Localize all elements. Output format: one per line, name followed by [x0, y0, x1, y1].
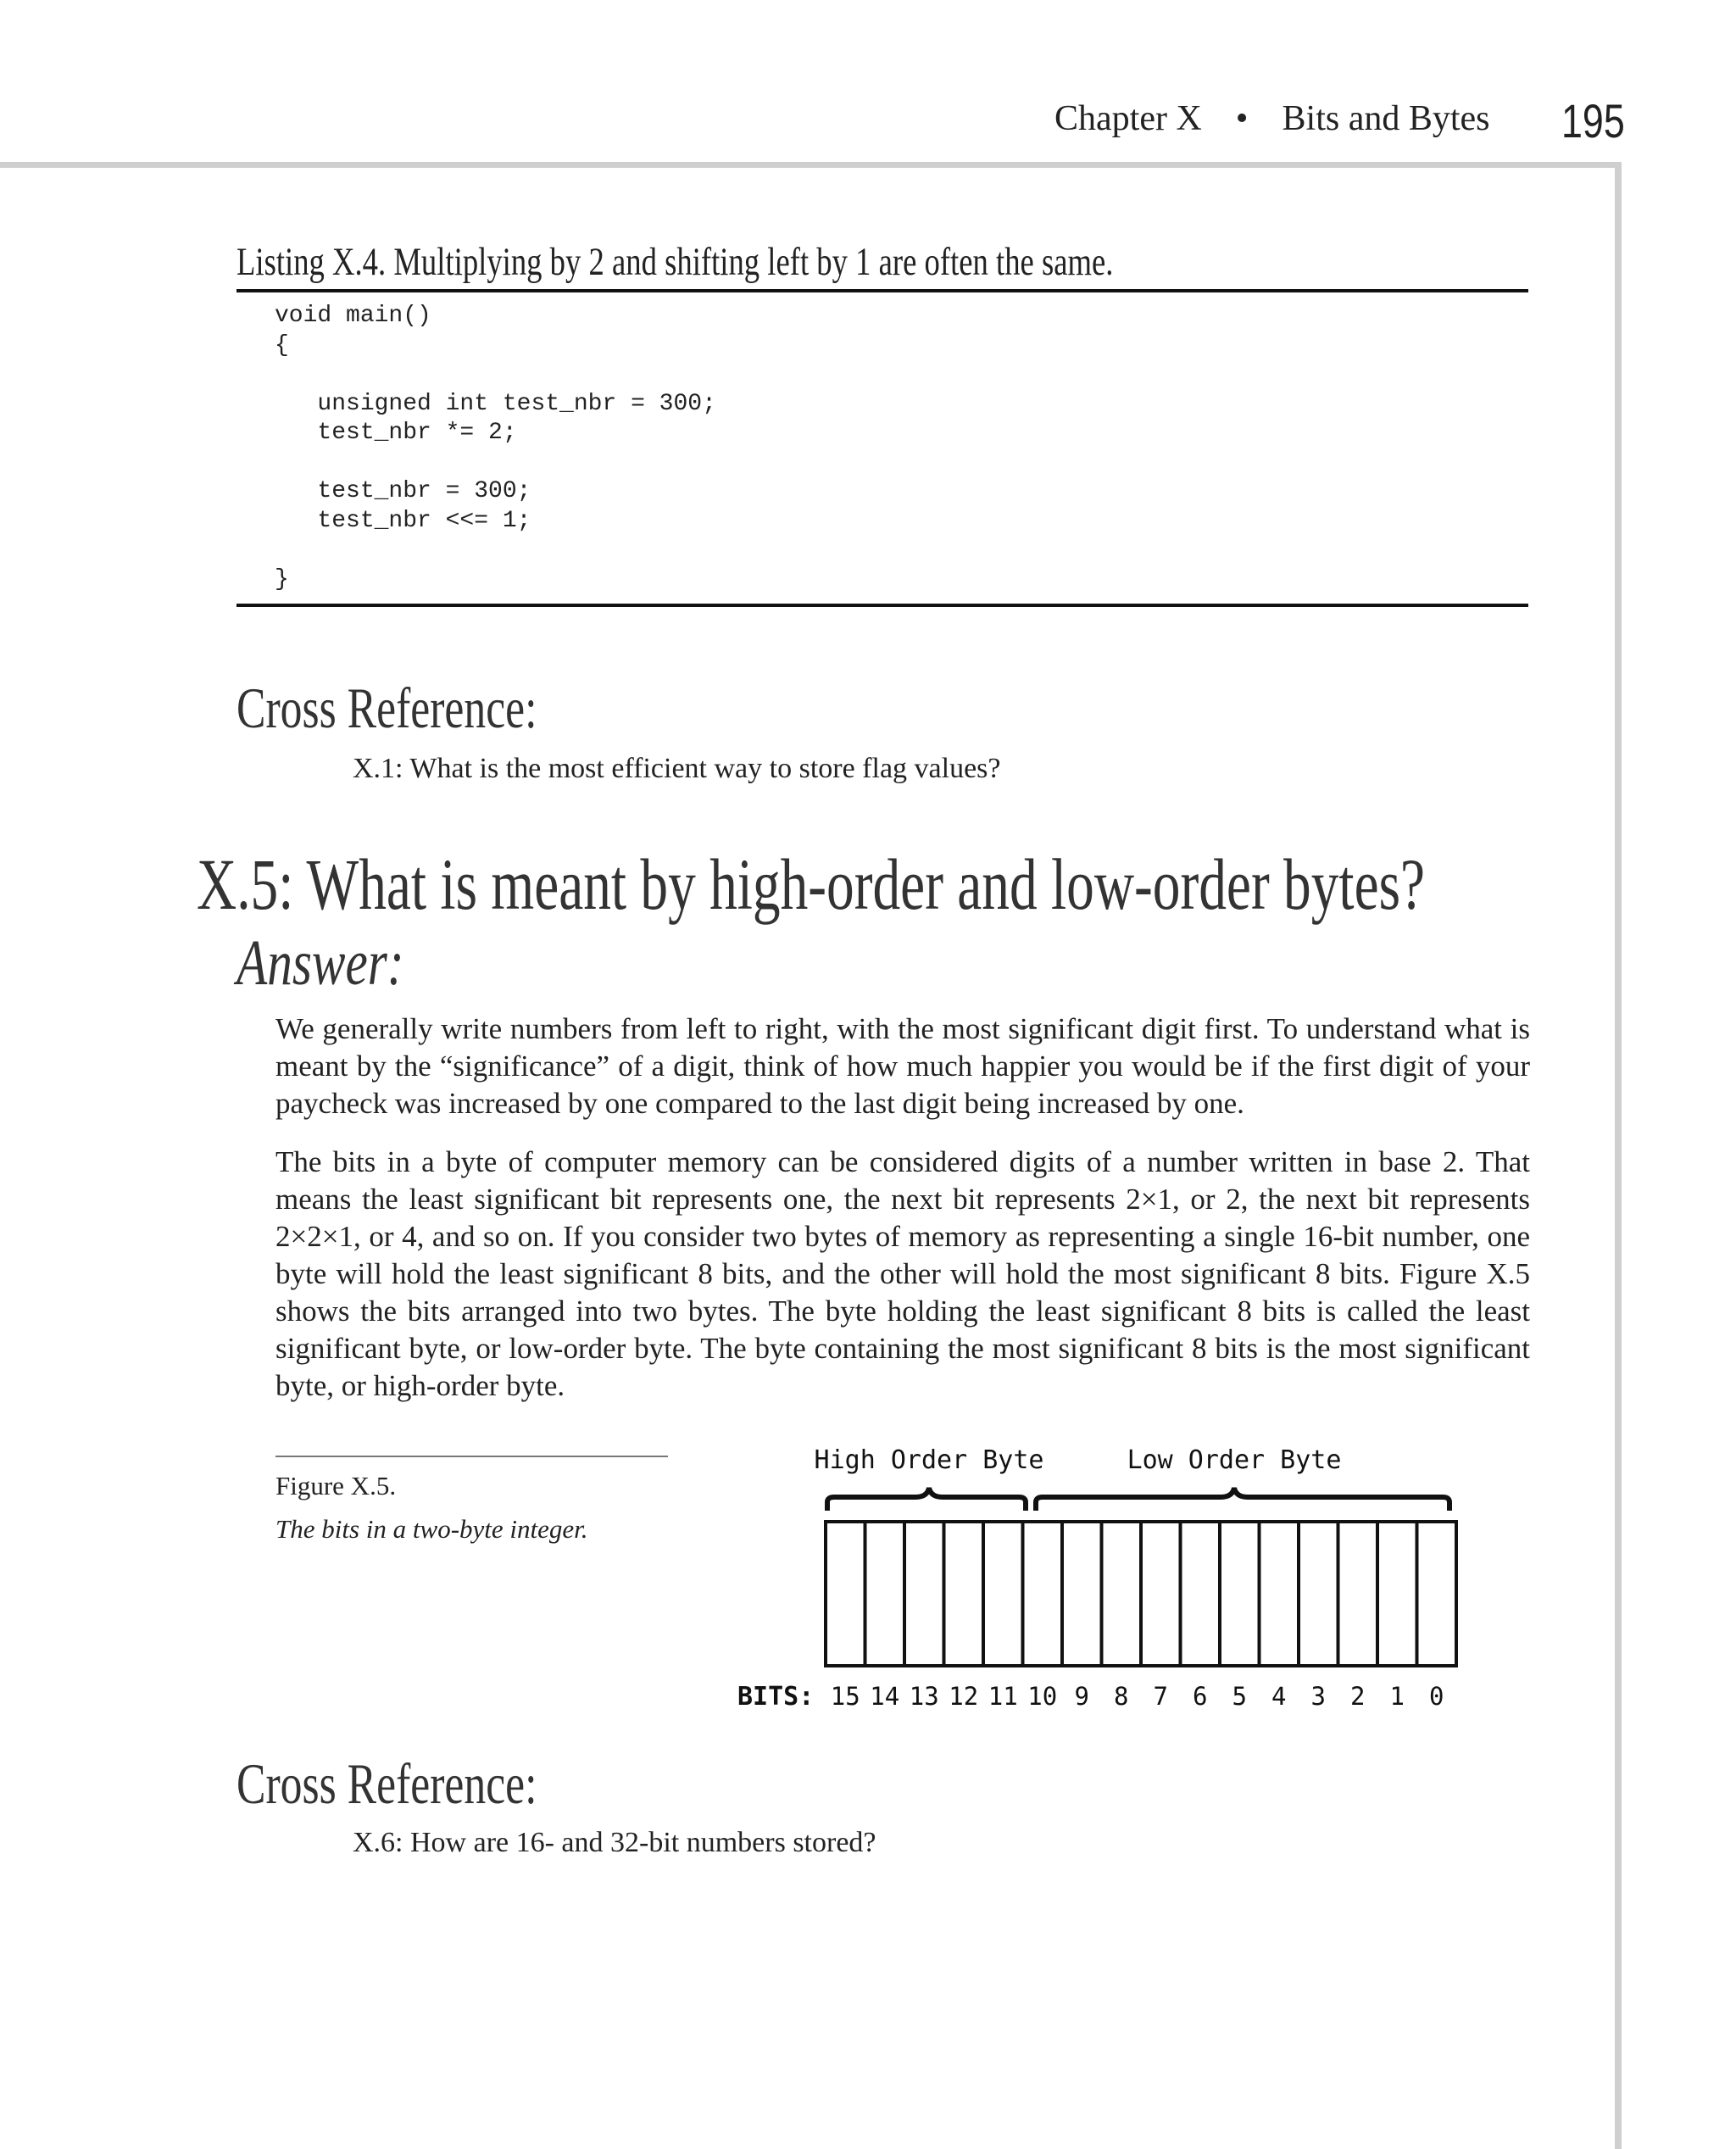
bit-number-label: 8: [1114, 1682, 1129, 1711]
bit-number-label: 14: [870, 1682, 900, 1711]
bit-number-label: 13: [909, 1682, 939, 1711]
body-paragraph: The bits in a byte of computer memory can be considered digits of a number written in base 2. That means the least significant bit represents one, the next bit represents 2×1, or 2, the next bit represents 2×2×1, or 4, and so on. If you consider two bytes of memory as representing a single 16-bit number, one byte will hold the least significant 8 bits, and the other will hold the most significant 8 bits. Figure X.5 shows the bits arranged into two bytes. The byte holding the least significant 8 bits is called the least significant byte, or low-order byte. The byte containing the most significant 8 bits is the most significant byte, or high-order byte.: [275, 1145, 1530, 1402]
bit-number-label: 9: [1074, 1682, 1089, 1711]
page-frame-top: [0, 162, 1621, 168]
figure-label: Figure X.5.: [275, 1471, 397, 1500]
low-byte-brace: [1036, 1488, 1449, 1511]
bit-cells: [826, 1522, 1456, 1666]
page-number: 195: [1561, 94, 1625, 148]
bit-number-label: 10: [1027, 1682, 1058, 1711]
answer-label: Answer:: [236, 927, 404, 999]
running-head-bullet: •: [1235, 99, 1249, 138]
bits-label: BITS:: [737, 1682, 815, 1712]
section-title: X.5: What is meant by high-order and low-order bytes?: [197, 843, 1426, 925]
running-head: [1054, 98, 1490, 139]
listing-bottom-rule: [236, 604, 1528, 607]
bit-number-label: 15: [830, 1682, 860, 1711]
code-listing: void main() { unsigned int test_nbr = 300; test_nbr *= 2; test_nbr = 300; test_nbr <<= 1; }: [275, 303, 716, 593]
bit-number-label: 11: [988, 1682, 1018, 1711]
listing-top-rule: [236, 289, 1528, 292]
bit-number-label: 0: [1429, 1682, 1444, 1711]
figure-caption: The bits in a two-byte integer.: [275, 1514, 588, 1544]
bit-number-label: 1: [1389, 1682, 1405, 1711]
low-order-byte-label: Low Order Byte: [1127, 1445, 1342, 1475]
bit-number-label: 7: [1153, 1682, 1168, 1711]
bit-number-label: 6: [1193, 1682, 1208, 1711]
page-frame-right: [1615, 162, 1622, 2149]
bit-number-labels: [831, 1682, 1444, 1711]
high-order-byte-label: High Order Byte: [814, 1445, 1044, 1475]
bit-number-label: 2: [1350, 1682, 1366, 1711]
bit-number-label: 4: [1271, 1682, 1287, 1711]
cross-reference-heading: Cross Reference:: [236, 676, 537, 740]
body-paragraph: We generally write numbers from left to right, with the most significant digit first. To understand what is meant by the “significance” of a digit, think of how much happier you would be if the first digit of your paycheck was increased by one compared to the last digit being increased by one.: [275, 1012, 1530, 1120]
bit-number-label: 3: [1310, 1682, 1326, 1711]
running-head-chapter: Chapter X: [1054, 99, 1202, 138]
bit-diagram: [737, 1441, 1466, 1721]
high-byte-brace: [827, 1488, 1026, 1511]
listing-caption: Listing X.4. Multiplying by 2 and shifting left by 1 are often the same.: [236, 240, 1114, 284]
figure-rule: [275, 1456, 668, 1457]
running-head-title: Bits and Bytes: [1282, 99, 1490, 138]
cross-reference-item: X.1: What is the most efficient way to store flag values?: [353, 753, 1001, 784]
cross-reference-heading: Cross Reference:: [236, 1751, 537, 1816]
bit-number-label: 5: [1232, 1682, 1247, 1711]
bit-number-label: 12: [949, 1682, 979, 1711]
cross-reference-item: X.6: How are 16- and 32-bit numbers stored?: [353, 1827, 876, 1858]
